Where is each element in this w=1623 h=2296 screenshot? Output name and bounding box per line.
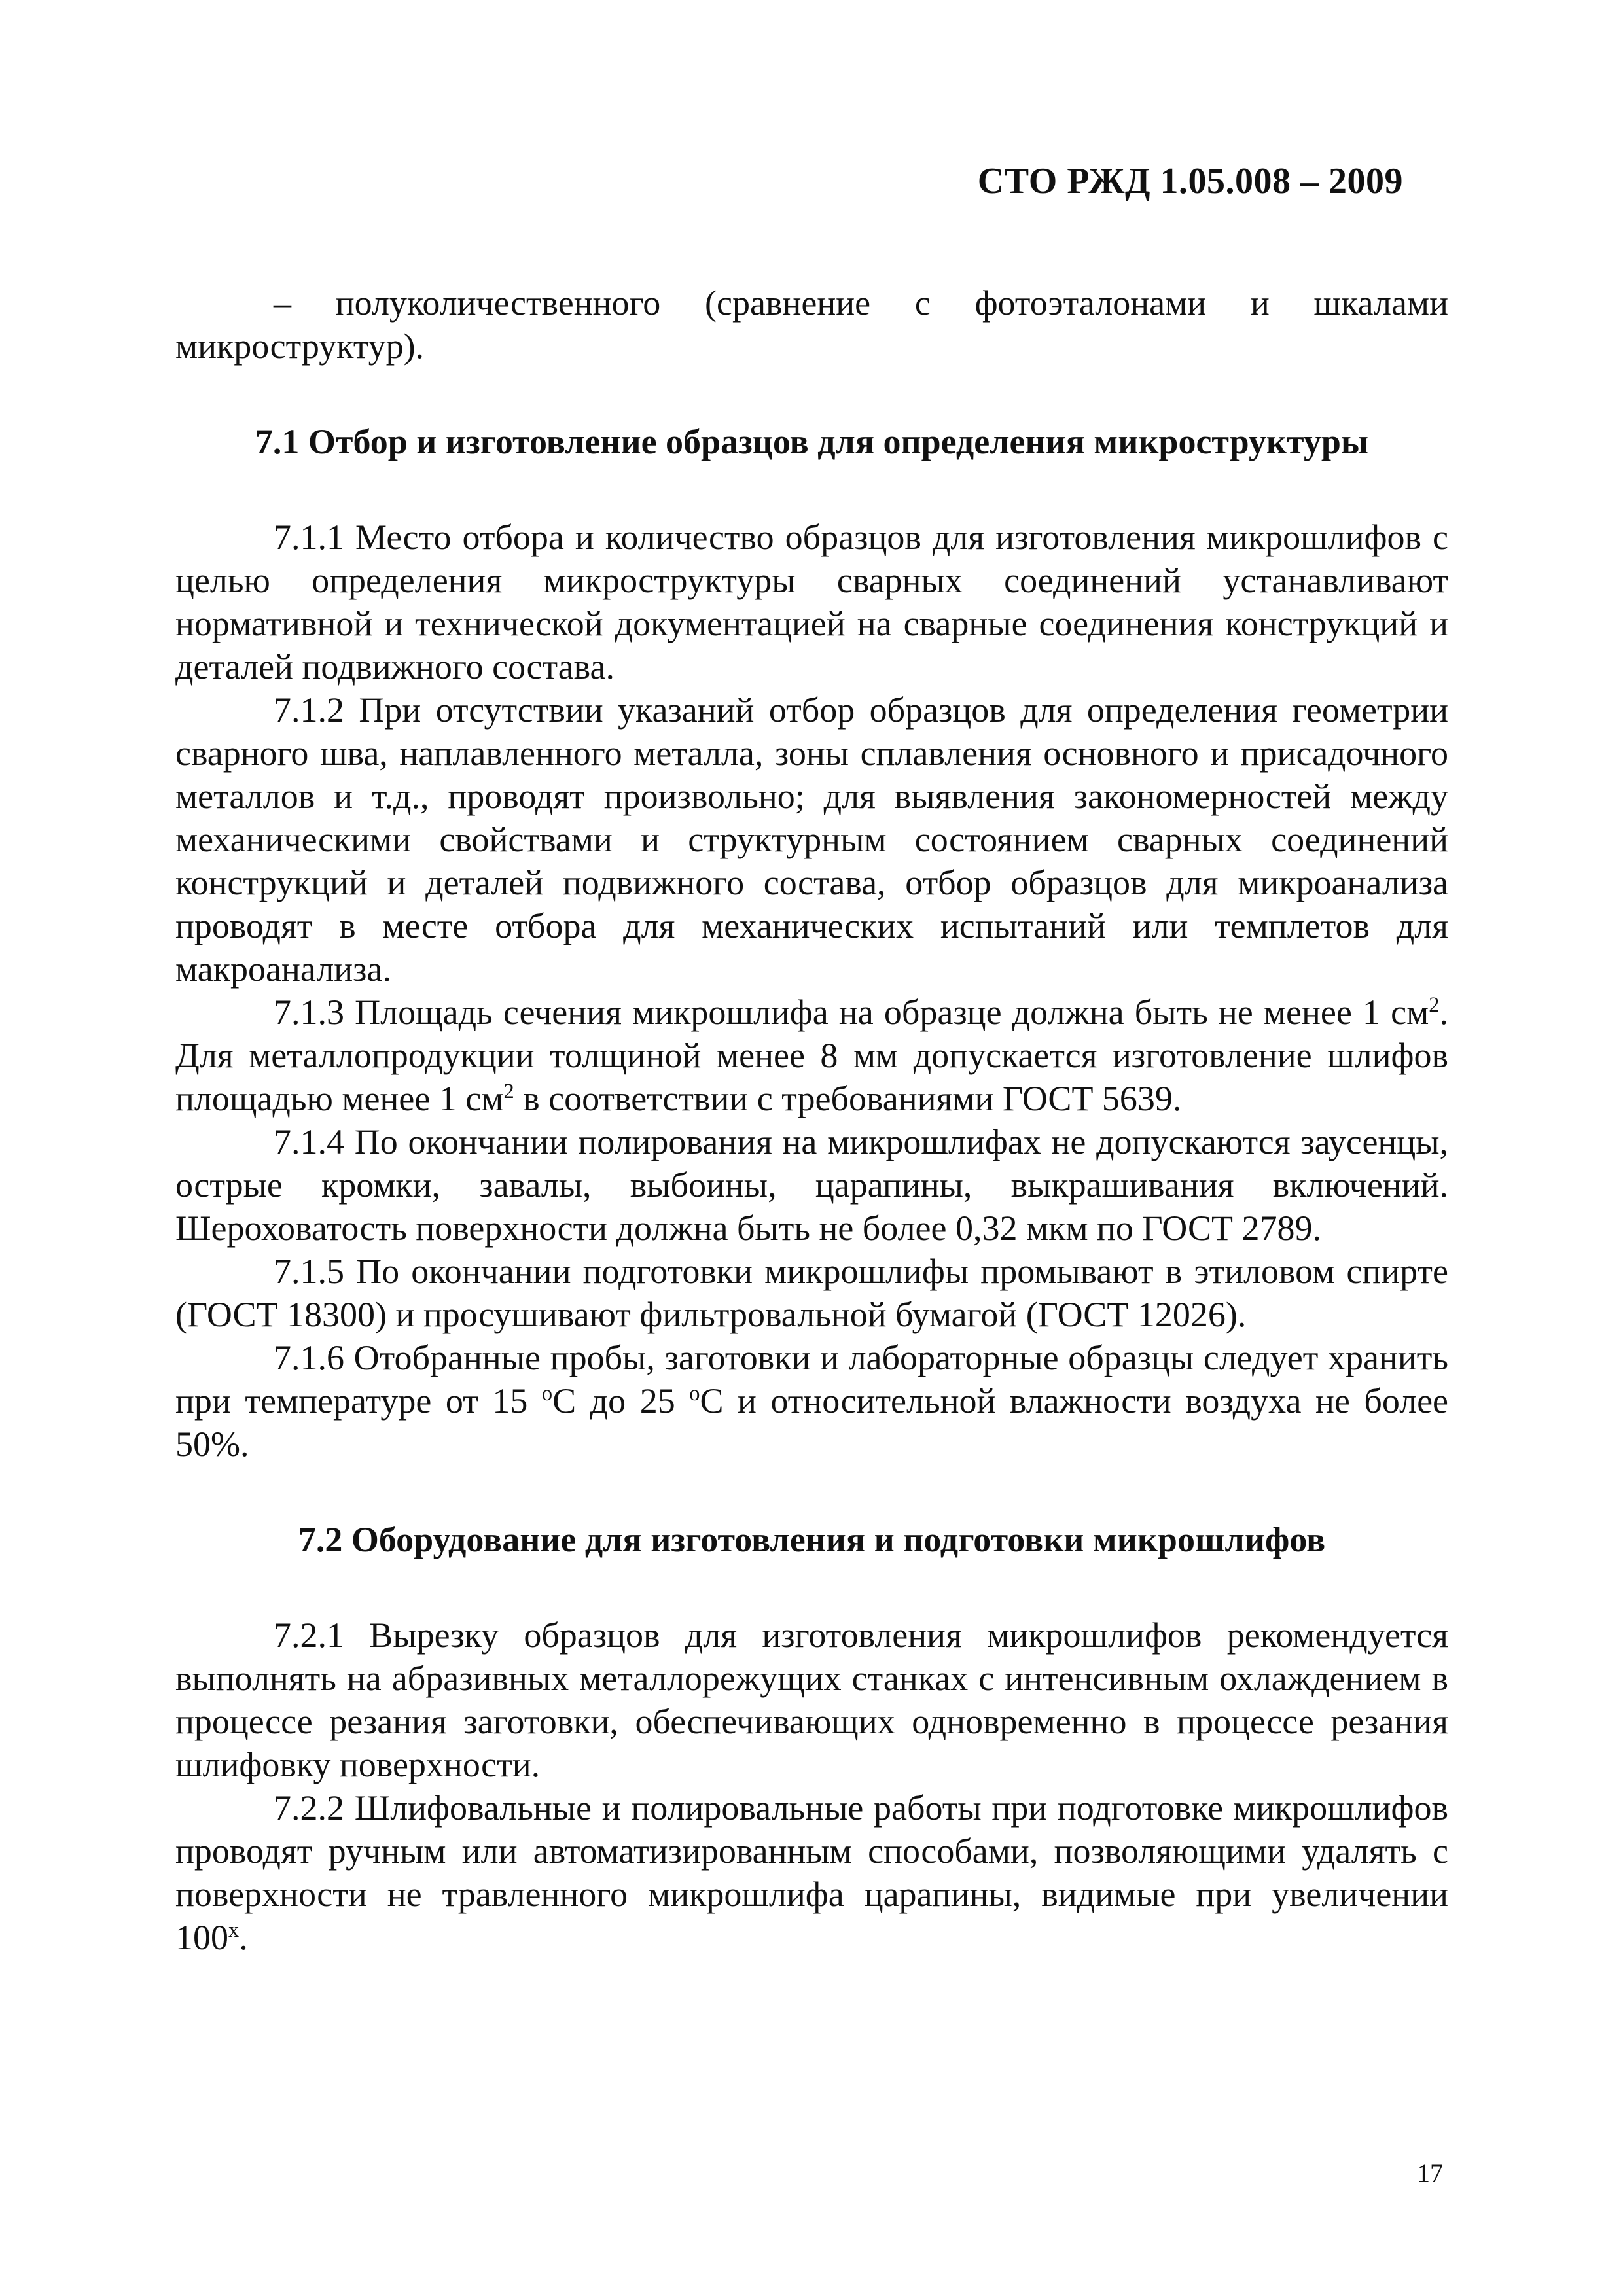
intro-paragraph: – полуколичественного (сравнение с фотоэталонами и шкалами микроструктур). (175, 283, 1448, 366)
p-7-2-2-part-a: 7.2.2 Шлифовальные и полировальные работы при подготовке микрошлифов проводят ручным или автоматизированным способами, позволяющими удалять с поверхности не травленного микрошлифа царапины, видимые при увеличении 100 (175, 1788, 1448, 1957)
paragraph-7-2-1: 7.2.1 Вырезку образцов для изготовления микрошлифов рекомендуется выполнять на абразивных металлорежущих станках с интенсивным охлаждением в процессе резания заготовки, обеспечивающих одновременно в процессе резания шлифовку поверхности. (175, 1616, 1448, 1784)
paragraph-7-1-4: 7.1.4 По окончании полирования на микрошлифах не допускаются заусенцы, острые кромки, завалы, выбоины, царапины, выкрашивания включений. Шероховатость поверхности должна быть не более 0,32 мкм по ГОСТ 2789. (175, 1122, 1448, 1248)
p-7-1-3-superscript-1: 2 (1429, 993, 1440, 1017)
paragraph-7-1-1: 7.1.1 Место отбора и количество образцов для изготовления микрошлифов с целью определения микроструктуры сварных соединений устанавливают нормативной и технической документацией на сварные соединения конструкций и деталей подвижного состава. (175, 518, 1448, 686)
paragraph-7-2-2 (175, 1786, 1448, 1959)
p-7-1-3-part-b: . Для металлопродукции толщиной менее 8 мм допускается изготовление шлифов площадью менее 1 см (175, 993, 1448, 1118)
paragraph-7-1-5: 7.1.5 По окончании подготовки микрошлифы промывают в этиловом спирте (ГОСТ 18300) и просушивают фильтровальной бумагой (ГОСТ 12026). (175, 1252, 1448, 1334)
section-7-1-title: 7.1 Отбор и изготовление образцов для определения микроструктуры (255, 422, 1369, 461)
section-7-2-title: 7.2 Оборудование для изготовления и подготовки микрошлифов (298, 1520, 1326, 1559)
paragraph-7-1-2: 7.1.2 При отсутствии указаний отбор образцов для определения геометрии сварного шва, наплавленного металла, зоны сплавления основного и присадочного металлов и т.д., проводят произвольно; для выявления закономерностей между механическими свойствами и структурным состоянием сварных соединений конструкций и деталей подвижного состава, отбор образцов для микроанализа проводят в месте отбора для механических испытаний или темплетов для макроанализа. (175, 690, 1448, 989)
paragraph-7-1-3 (175, 991, 1448, 1120)
magnification-mark: х (228, 1918, 240, 1942)
document-code-header: СТО РЖД 1.05.008 – 2009 (977, 161, 1403, 202)
degree-mark-1: о (541, 1382, 553, 1405)
document-body (175, 281, 1448, 1959)
p-7-1-6-part-a: 7.1.6 Отобранные пробы, заготовки и лабораторные образцы следует хранить при температуре от 15 (175, 1338, 1448, 1421)
p-7-1-3-superscript-2: 2 (503, 1080, 514, 1103)
p-7-1-3-part-c: в соответствии с требованиями ГОСТ 5639. (514, 1079, 1182, 1118)
paragraph-7-1-6 (175, 1336, 1448, 1466)
p-7-1-6-part-b: С до 25 (552, 1381, 690, 1421)
p-7-1-3-part-a: 7.1.3 Площадь сечения микрошлифа на образце должна быть не менее 1 см (274, 993, 1429, 1032)
page-number: 17 (1417, 2159, 1443, 2188)
p-7-1-6-part-c: С и относительной влажности воздуха не более 50%. (175, 1381, 1449, 1464)
p-7-2-2-part-b: . (239, 1918, 248, 1957)
degree-mark-2: о (689, 1382, 700, 1405)
